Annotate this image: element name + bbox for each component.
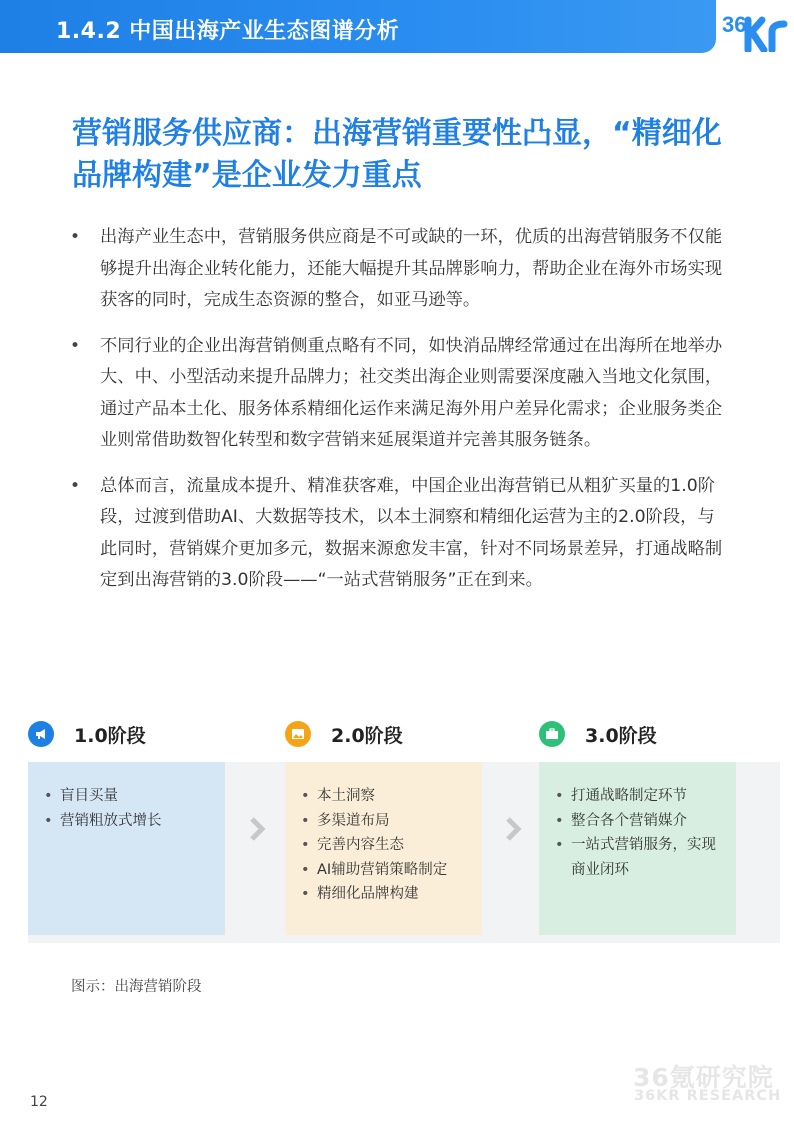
stage-2-header (285, 716, 403, 752)
stage-3-card (539, 762, 736, 935)
stage-item: • 完善内容生态 (301, 833, 482, 858)
watermark-en: 36KR RESEARCH (634, 1088, 782, 1104)
bullet-icon: • (70, 227, 81, 247)
bullet-item (70, 331, 730, 457)
stage-item: • 多渠道布局 (301, 809, 482, 834)
bullet-text: 不同行业的企业出海营销侧重点略有不同，如快消品牌经常通过在出海所在地举办大、中、小型活动来提升品牌力；社交类出海企业则需要深度融入当地文化氛围，通过产品本土化、服务体系精细化运作来满足海外用户差异化需求；企业服务类企业则常借助数智化转型和数字营销来延展渠道并完善其服务链条。 (100, 335, 723, 450)
svg-text:36: 36 (722, 12, 747, 37)
figure-caption: 图示：出海营销阶段 (71, 979, 202, 995)
section-title: 1.4.2 中国出海产业生态图谱分析 (56, 19, 400, 44)
megaphone-icon (28, 721, 54, 747)
stage-1-title: 1.0阶段 (74, 724, 146, 747)
stage-1-header (28, 716, 146, 752)
bullet-icon: • (70, 335, 81, 356)
bullet-icon: • (70, 475, 81, 496)
36kr-logo (718, 2, 794, 52)
bullet-item (70, 471, 730, 597)
stage-item: • 打通战略制定环节 (555, 784, 720, 809)
image-icon (285, 721, 311, 747)
bullet-text: 出海产业生态中，营销服务供应商是不可或缺的一环，优质的出海营销服务不仅能够提升出海企业转化能力，还能大幅提升其品牌影响力，帮助企业在海外市场实现获客的同时，完成生态资源的整合，如亚马逊等。 (100, 227, 723, 310)
chevron-right-icon (248, 816, 266, 842)
briefcase-icon (539, 721, 565, 747)
stage-item: • 精细化品牌构建 (301, 882, 482, 907)
stage-item: • AI辅助营销策略制定 (301, 858, 482, 883)
stage-2-card (285, 762, 482, 935)
page-title: 营销服务供应商：出海营销重要性凸显，“精细化品牌构建”是企业发力重点 (72, 116, 722, 193)
watermark-cn: 36氪研究院 (633, 1063, 774, 1092)
stage-3-title: 3.0阶段 (585, 724, 657, 747)
stage-3-header (539, 716, 657, 752)
marketing-stages-diagram (28, 716, 780, 946)
header-bar (0, 0, 794, 53)
stage-item: • 整合各个营销媒介 (555, 809, 720, 834)
bullet-item (70, 222, 730, 317)
stage-item: • 盲目买量 (44, 784, 225, 809)
chevron-right-icon (504, 816, 522, 842)
stage-item: • 营销粗放式增长 (44, 809, 225, 834)
stage-1-card (28, 762, 225, 935)
bullet-list (70, 222, 730, 611)
stage-item: • 一站式营销服务，实现商业闭环 (555, 833, 720, 882)
stage-item: • 本土洞察 (301, 784, 482, 809)
stage-2-title: 2.0阶段 (331, 724, 403, 747)
page-number: 12 (30, 1094, 48, 1110)
bullet-text: 总体而言，流量成本提升、精准获客难，中国企业出海营销已从粗犷买量的1.0阶段，过渡到借助AI、大数据等技术，以本土洞察和精细化运营为主的2.0阶段，与此同时，营销媒介更加多元，数据来源愈发丰富，针对不同场景差异，打通战略制定到出海营销的3.0阶段——“一站式营销服务”正在到来。 (100, 475, 723, 590)
